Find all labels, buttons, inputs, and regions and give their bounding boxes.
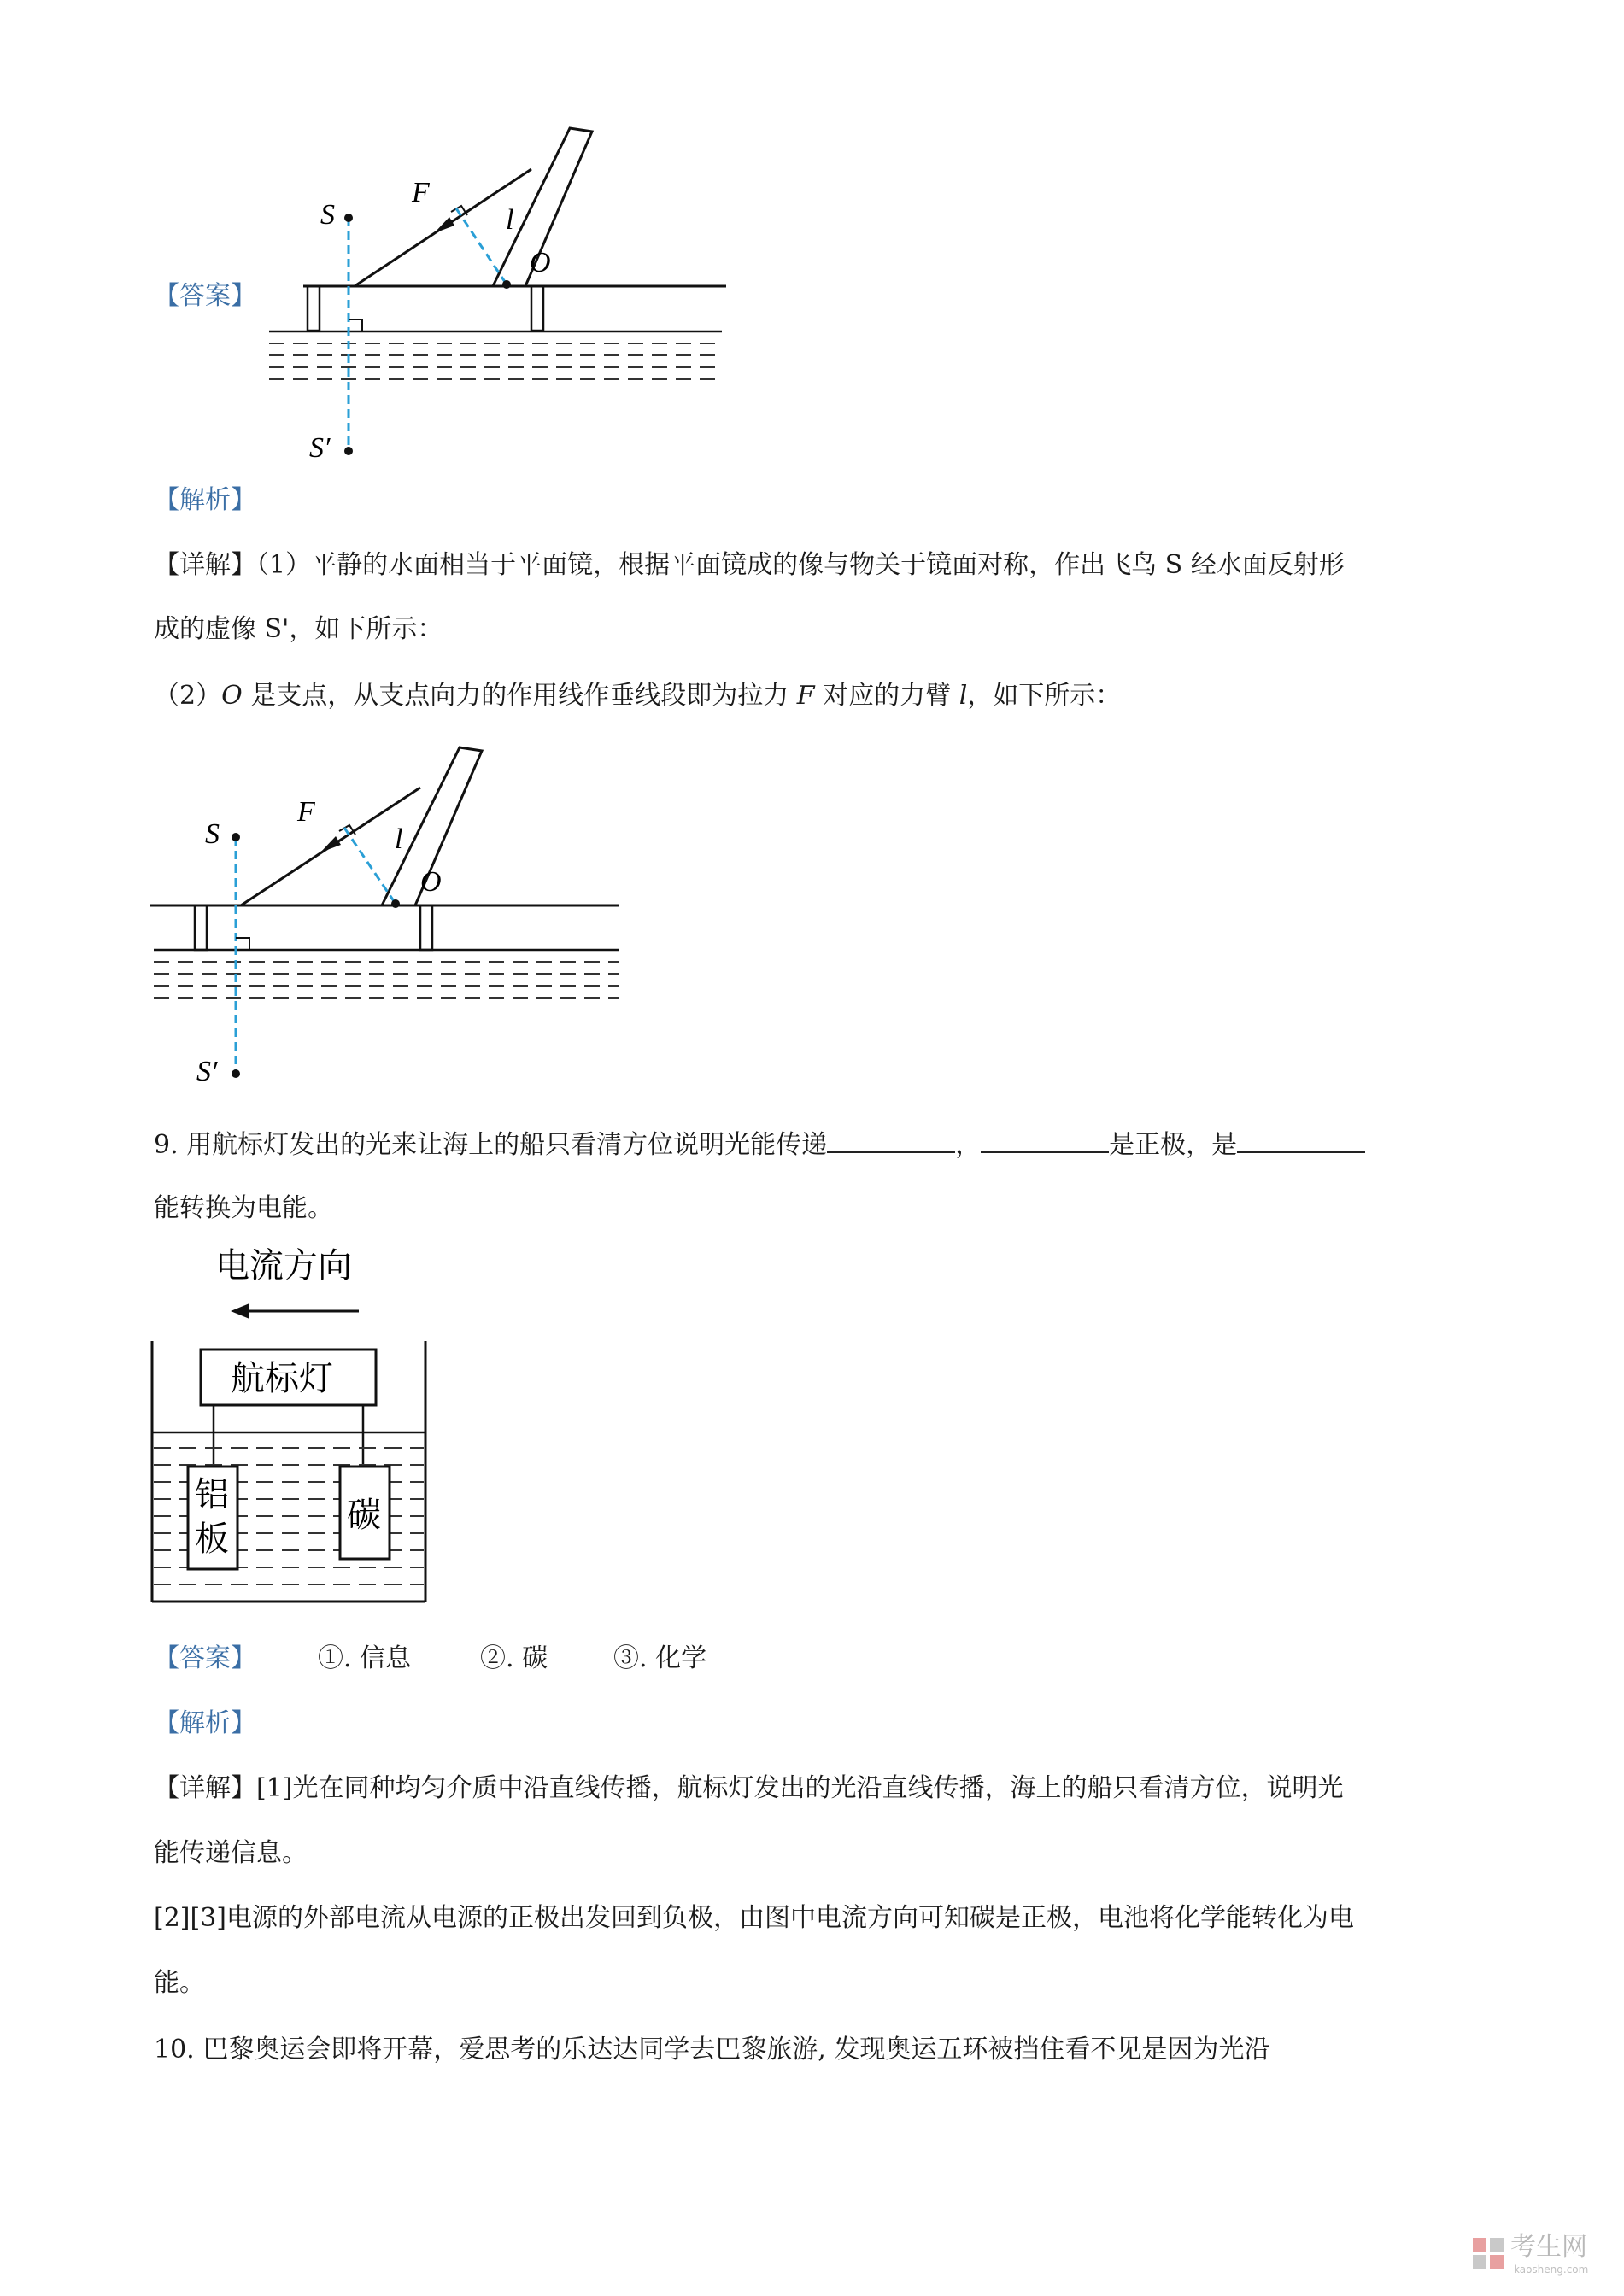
watermark bbox=[1471, 2231, 1616, 2282]
aluminium-label-1: 铝 bbox=[195, 1475, 229, 1514]
q10-question-line1: 10. 巴黎奥运会即将开幕，爱思考的乐达达同学去巴黎旅游, 发现奥运五环被挡住看不见是因为光沿 bbox=[154, 2035, 1270, 2065]
q8-p2-f: F bbox=[796, 681, 815, 711]
q9-blank-2[interactable] bbox=[981, 1126, 1109, 1153]
fig1-label-f: F bbox=[412, 177, 430, 208]
fig2-label-s-prime: S′ bbox=[196, 1056, 218, 1087]
current-direction-label: 电流方向 bbox=[215, 1246, 352, 1285]
q8-detail-p1-line1: （1）平静的水面相当于平面镜，根据平面镜成的像与物关于镜面对称，作出飞鸟 S 经水面反射形 bbox=[256, 550, 1345, 580]
fig1-label-o: O bbox=[530, 247, 551, 278]
q8-p2-end: ，如下所示： bbox=[967, 681, 1122, 711]
watermark-logo-icon bbox=[1471, 2236, 1505, 2270]
q8-p2-prefix: （2） bbox=[154, 681, 222, 711]
q8-p2-o: O bbox=[221, 681, 243, 711]
watermark-text: 考生网 bbox=[1510, 2232, 1587, 2262]
q9-detail-text1: [1]光在同种均匀介质中沿直线传播，航标灯发出的光沿直线传播，海上的船只看清方位，说明光 bbox=[256, 1773, 1344, 1803]
q8-p2-mid2: 对应的力臂 bbox=[814, 681, 959, 711]
q8-detail-p2 bbox=[154, 679, 1121, 713]
q9-answer-2: ②. 碳 bbox=[480, 1643, 548, 1673]
q9-question-line2: 能转换为电能。 bbox=[154, 1193, 333, 1223]
q9-question-line1 bbox=[154, 1126, 1365, 1163]
fig2-label-f: F bbox=[297, 796, 315, 828]
battery-figure bbox=[145, 1243, 436, 1619]
q9-part3: 是正极，是 bbox=[1109, 1130, 1238, 1160]
fig1-label-s-prime: S′ bbox=[309, 432, 331, 464]
q9-blank-3[interactable] bbox=[1237, 1126, 1365, 1153]
analysis-tag-q9: 【解析】 bbox=[154, 1708, 256, 1738]
q9-detail2-line1: [2][3]电源的外部电流从电源的正极出发回到负极，由图中电流方向可知碳是正极，电池将化学能转化为电 bbox=[154, 1903, 1354, 1933]
q9-answer-3: ③. 化学 bbox=[613, 1643, 707, 1673]
q8-detail-line1 bbox=[154, 548, 1345, 583]
analysis-tag-q8: 【解析】 bbox=[154, 485, 256, 515]
fig2-label-o: O bbox=[420, 866, 442, 898]
fig2-label-s: S bbox=[205, 818, 220, 850]
answer-tag: 【答案】 bbox=[154, 281, 256, 311]
q9-blank-1[interactable] bbox=[827, 1126, 955, 1153]
detail-tag-q8: 【详解】 bbox=[154, 550, 256, 580]
fig2-label-l: l bbox=[395, 823, 403, 855]
fig1-label-s: S bbox=[320, 199, 335, 231]
detail-figure bbox=[145, 735, 632, 1093]
q9-answer-1: ①. 信息 bbox=[318, 1643, 412, 1673]
q9-part1: 9. 用航标灯发出的光来让海上的船只看清方位说明光能传递 bbox=[154, 1130, 828, 1160]
detail-tag-q9: 【详解】 bbox=[154, 1773, 256, 1803]
carbon-label: 碳 bbox=[347, 1496, 381, 1534]
fig1-label-l: l bbox=[506, 204, 514, 236]
q8-p2-mid1: 是支点，从支点向力的作用线作垂线段即为拉力 bbox=[242, 681, 797, 711]
q8-p2-l: l bbox=[959, 681, 968, 711]
answer-tag-q9: 【答案】 bbox=[154, 1643, 256, 1673]
aluminium-label-2: 板 bbox=[195, 1520, 229, 1558]
q9-detail2-line2: 能。 bbox=[154, 1968, 205, 1998]
q8-detail-p1-line2: 成的虚像 S'，如下所示： bbox=[154, 614, 443, 644]
q9-part2: ， bbox=[955, 1130, 982, 1160]
q9-detail-line2: 能传递信息。 bbox=[154, 1838, 308, 1868]
lamp-label: 航标灯 bbox=[231, 1359, 333, 1397]
q9-detail-line1 bbox=[154, 1772, 1344, 1806]
watermark-sub: kaosheng.com bbox=[1514, 2264, 1589, 2276]
answer-figure bbox=[256, 120, 735, 470]
